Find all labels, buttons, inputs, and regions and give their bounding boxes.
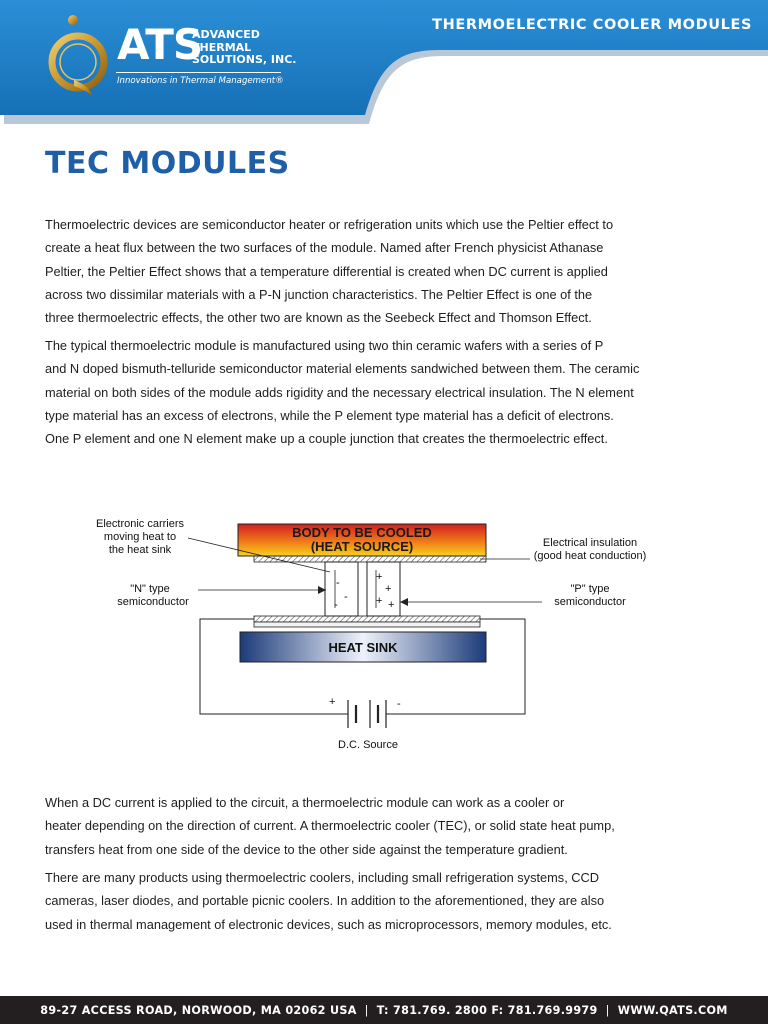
paragraph-line: cameras, laser diodes, and portable picnic coolers. In addition to the aforementioned, they are also [45,893,605,909]
logo-name-line: ADVANCED [192,28,260,41]
p-type-label-line: semiconductor [554,596,626,608]
p-plus-glyph: + [376,595,383,607]
paragraph-line: across two dissimilar materials with a P-N junction characteristics. The Peltier Effect is one of the [45,286,593,302]
n-minus-glyph: - [344,591,348,603]
paragraph-line: three thermoelectric effects, the other two are known as the Seebeck Effect and Thomson Effect. [45,310,592,326]
bottom-ceramic-plate [254,616,480,622]
paragraph-line: When a DC current is applied to the circuit, a thermoelectric module can work as a cooler or [45,795,565,810]
paragraph-line: and N doped bismuth-telluride semiconductor material elements sandwiched between them. The ceramic [45,361,640,377]
p-plus-glyph: + [388,599,395,611]
paragraph-line: type material has an excess of electrons, while the P element type material has a deficit of electrons. [45,407,614,423]
carriers-label-line: moving heat to [103,531,177,543]
page-title: TEC MODULES [45,146,290,181]
heat-sink-label: HEAT SINK [328,640,398,655]
paragraph-line: One P element and one N element make up a couple junction that creates the thermoelectric effect. [45,431,608,447]
battery-icon [348,700,386,728]
top-ceramic-plate [254,556,486,562]
p-plus-glyph: + [376,571,383,583]
logo-company-name [192,29,296,67]
paragraph-line: There are many products using thermoelectric coolers, including small refrigeration systems, CCD [45,870,600,885]
insulation-label-line: (good heat conduction) [533,550,647,562]
paragraph-line: material on both sides of the module adds rigidity and the necessary electrical insulation. The N element [45,384,634,400]
negative-terminal-label: - [397,698,401,710]
paragraph-line: heater depending on the direction of current. A thermoelectric cooler (TEC), or solid state heat pump, [45,818,615,834]
footer-separator: | [605,1003,610,1017]
footer-phones: T: 781.769. 2800 F: 781.769.9979 [376,1003,598,1017]
tec-diagram [80,508,680,758]
logo-name-line: SOLUTIONS, INC. [192,53,297,66]
heat-source-label: BODY TO BE COOLED [292,525,432,540]
footer-separator: | [364,1003,369,1017]
conductor-strip [254,622,480,627]
paragraph-line: The typical thermoelectric module is manufactured using two thin ceramic wafers with a series of P [45,338,604,353]
logo-tagline: Innovations in Thermal Management® [117,76,284,86]
paragraph-module-construction [45,334,639,450]
footer-website: WWW.QATS.COM [617,1003,728,1017]
carriers-label-line: Electronic carriers [95,518,185,530]
paragraph-line: Peltier, the Peltier Effect shows that a temperature differential is created when DC current is applied [45,263,608,279]
p-type-label-line: "P" type [570,583,610,595]
heat-source-sublabel: (HEAT SOURCE) [310,539,414,554]
page-footer [0,996,768,1024]
insulation-label-line: Electrical insulation [542,537,638,549]
paragraph-line: used in thermal management of electronic devices, such as microprocessors, memory modules, etc. [45,916,612,932]
n-element [325,562,358,616]
paragraph-operation [45,791,615,861]
n-type-label-line: "N" type [130,583,170,595]
paragraph-applications [45,866,612,936]
carriers-label-line: the heat sink [108,544,172,556]
page-header [0,0,768,130]
p-element [367,562,400,616]
dc-source-label: D.C. Source [338,739,398,751]
p-type-pointer-arrow [400,598,408,606]
paragraph-line: create a heat flux between the two surfaces of the module. Named after French physicist Athanase [45,240,604,256]
footer-address: 89-27 ACCESS ROAD, NORWOOD, MA 02062 USA [40,1003,357,1017]
paragraph-line: transfers heat from one side of the device to the other side against the temperature gradient. [45,841,568,857]
logo-divider [116,72,281,73]
positive-terminal-label: + [329,696,336,708]
n-minus-glyph: - [336,577,340,589]
header-title: THERMOELECTRIC COOLER MODULES [432,17,752,33]
paragraph-line: Thermoelectric devices are semiconductor heater or refrigeration units which use the Peltier effect to [45,217,614,232]
logo-brand-text: ATS [117,20,203,69]
paragraph-intro [45,213,613,329]
n-type-label-line: semiconductor [117,596,189,608]
logo-name-line: THERMAL [192,40,252,54]
n-minus-glyph: - [334,599,338,611]
p-plus-glyph: + [385,583,392,595]
